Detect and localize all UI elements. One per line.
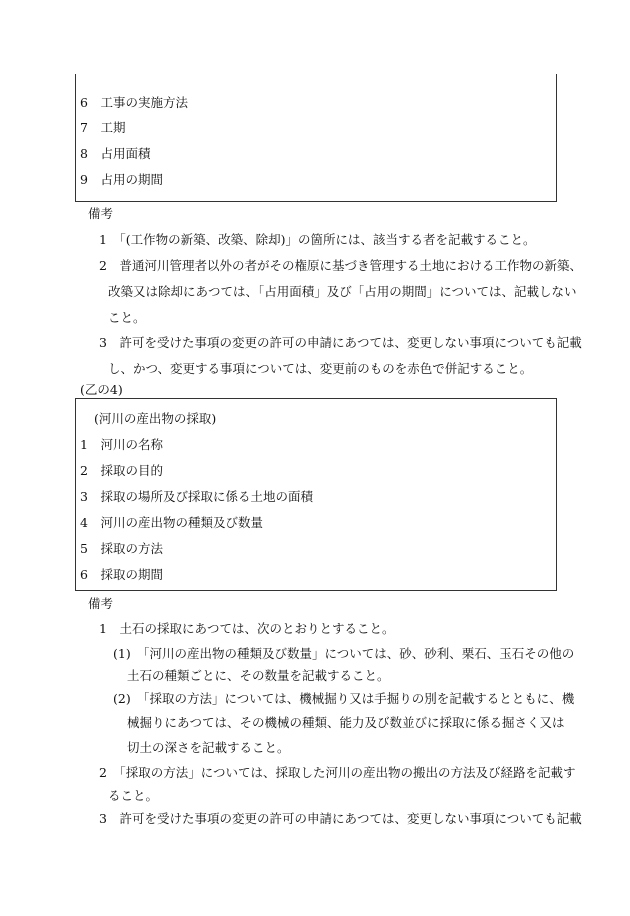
form-item: 8 占用面積 <box>80 146 151 161</box>
notes-heading: 備考 <box>88 596 114 611</box>
note-line: 2 「採取の方法」については、採取した河川の産出物の搬出の方法及び経路を記載す <box>99 765 576 780</box>
note-line: 1 「(工作物の新築、改築、除却)」の箇所には、該当する者を記載すること。 <box>99 232 536 247</box>
form-item: 9 占用の期間 <box>80 172 163 187</box>
note-line: 土石の種類ごとに、その数量を記載すること。 <box>127 668 390 683</box>
notes-heading: 備考 <box>88 206 114 221</box>
note-line: ること。 <box>108 788 159 803</box>
note-line: (1) 「河川の産出物の種類及び数量」については、砂、砂利、栗石、玉石その他の <box>113 646 575 661</box>
form-item: 6 採取の期間 <box>80 567 163 582</box>
note-line: 1 土石の採取にあつては、次のとおりとすること。 <box>99 621 395 636</box>
form-item: 7 工期 <box>80 120 126 135</box>
form-item: 2 採取の目的 <box>80 463 163 478</box>
note-line: 3 許可を受けた事項の変更の許可の申請にあつては、変更しない事項についても記載 <box>99 335 582 350</box>
form-item: 3 採取の場所及び採取に係る土地の面積 <box>80 489 313 504</box>
note-line: 械掘りにあつては、その機械の種類、能力及び数並びに採取に係る掘さく又は <box>127 715 565 730</box>
form-item: 6 工事の実施方法 <box>80 95 188 110</box>
note-line: 切土の深さを記載すること。 <box>127 740 290 755</box>
note-line: 3 許可を受けた事項の変更の許可の申請にあつては、変更しない事項についても記載 <box>99 811 582 826</box>
note-line: (2) 「採取の方法」については、機械掘り又は手掘りの別を記載するとともに、機 <box>113 691 575 706</box>
note-line: こと。 <box>108 310 146 325</box>
note-line: 2 普通河川管理者以外の者がその権原に基づき管理する土地における工作物の新築、 <box>99 258 582 273</box>
form-item: 1 河川の名称 <box>80 437 163 452</box>
box-title: (河川の産出物の採取) <box>94 411 217 426</box>
form-item: 5 採取の方法 <box>80 541 163 556</box>
section-label: (乙の4) <box>80 382 123 397</box>
form-item: 4 河川の産出物の種類及び数量 <box>80 515 263 530</box>
note-line: し、かつ、変更する事項については、変更前のものを赤色で併記すること。 <box>108 361 533 376</box>
note-line: 改築又は除却にあつては、「占用面積」及び「占用の期間」については、記載しない <box>108 284 577 299</box>
